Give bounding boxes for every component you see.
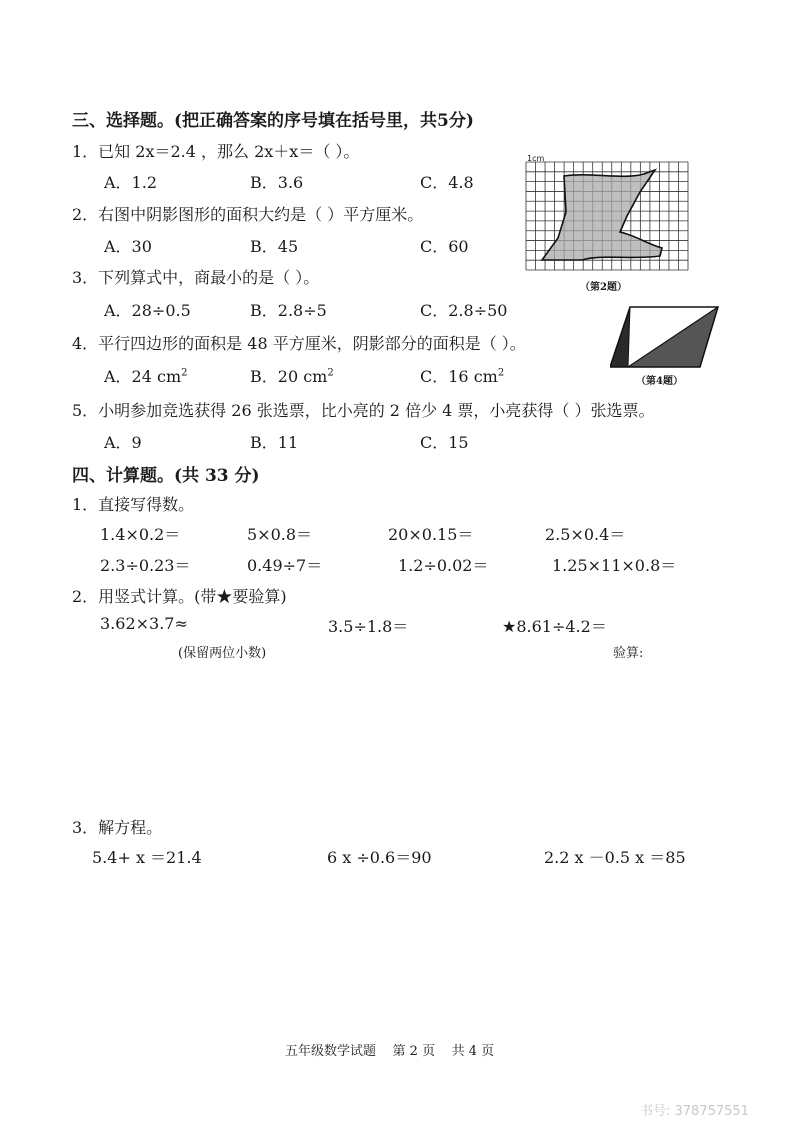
oral-calc-item: 2.5×0.4＝ [545, 525, 626, 544]
question-1-option-a: A．1.2 [104, 173, 158, 192]
equation-item: 6 x ÷0.6＝90 [327, 848, 432, 867]
question-1-option-b: B．3.6 [250, 173, 304, 192]
oral-calc-item: 1.2÷0.02＝ [398, 556, 489, 575]
oral-calc-item: 5×0.8＝ [247, 525, 313, 544]
vertical-calc-item: ★8.61÷4.2＝ [502, 617, 607, 636]
question-4-option-c [420, 364, 504, 387]
figure-2-unit-label: 1cm [527, 154, 545, 163]
section3-title: 三、选择题。(把正确答案的序号填在括号里，共5分) [72, 111, 474, 131]
question-3-option-b: B．2.8÷5 [250, 301, 327, 320]
question-4-option-b [250, 364, 334, 387]
question-1-option-c: C．4.8 [420, 173, 474, 192]
oral-calc-item: 2.3÷0.23＝ [100, 556, 191, 575]
question-2-option-b: B．45 [250, 237, 299, 256]
figure-2-caption: （第2题） [580, 282, 627, 293]
question-3-text: 3．下列算式中，商最小的是（ ）。 [72, 268, 320, 287]
question-4-option-a [104, 364, 188, 387]
section4-title: 四、计算题。(共 33 分) [72, 466, 260, 486]
superscript: 2 [181, 367, 188, 379]
question-3-option-a: A．28÷0.5 [104, 301, 191, 320]
figure-4-caption: （第4题） [636, 376, 683, 387]
superscript: 2 [497, 367, 505, 379]
question-5-option-c: C．15 [420, 433, 469, 452]
question-5-option-a: A．9 [104, 433, 142, 452]
question-4-option-b-label: B．20 cm [250, 367, 328, 386]
question-4-text: 4．平行四边形的面积是 48 平方厘米，阴影部分的面积是（ ）。 [72, 334, 526, 353]
question-2-text: 2．右图中阴影图形的面积大约是（ ）平方厘米。 [72, 205, 424, 224]
vertical-calc-item: 3.5÷1.8＝ [328, 617, 409, 636]
section4-part2-title: 2．用竖式计算。(带★要验算) [72, 587, 287, 606]
section4-part1-title: 1．直接写得数。 [72, 495, 195, 514]
section4-part3-title: 3．解方程。 [72, 818, 163, 837]
question-5-option-b: B．11 [250, 433, 299, 452]
watermark-text: 书号: 378757551 [640, 1104, 749, 1119]
superscript: 2 [327, 367, 334, 379]
rounding-note: (保留两位小数) [178, 646, 267, 661]
oral-calc-item: 20×0.15＝ [388, 525, 474, 544]
figure-4-parallelogram [610, 305, 720, 369]
shaded-region [542, 170, 662, 260]
question-2-option-c: C．60 [420, 237, 469, 256]
question-5-text: 5．小明参加竞选获得 26 张选票，比小亮的 2 倍少 4 票，小亮获得（ ）张选票。 [72, 401, 655, 420]
question-4-option-c-label: C．16 cm [420, 367, 498, 386]
question-3-option-c: C．2.8÷50 [420, 301, 508, 320]
page-footer: 五年级数学试题 第 2 页 共 4 页 [285, 1044, 495, 1059]
oral-calc-item: 1.25×11×0.8＝ [552, 556, 677, 575]
vertical-calc-item: 3.62×3.7≈ [100, 614, 188, 633]
question-2-option-a: A．30 [104, 237, 152, 256]
equation-item: 2.2 x －0.5 x ＝85 [544, 848, 686, 867]
check-label: 验算: [613, 646, 644, 661]
equation-item: 5.4+ x ＝21.4 [92, 848, 202, 867]
question-4-option-a-label: A．24 cm [104, 367, 182, 386]
oral-calc-item: 0.49÷7＝ [247, 556, 323, 575]
figure-2-grid [522, 156, 692, 276]
oral-calc-item: 1.4×0.2＝ [100, 525, 181, 544]
question-1-text: 1．已知 2x＝2.4 ，那么 2x＋x＝（ ）。 [72, 142, 360, 161]
